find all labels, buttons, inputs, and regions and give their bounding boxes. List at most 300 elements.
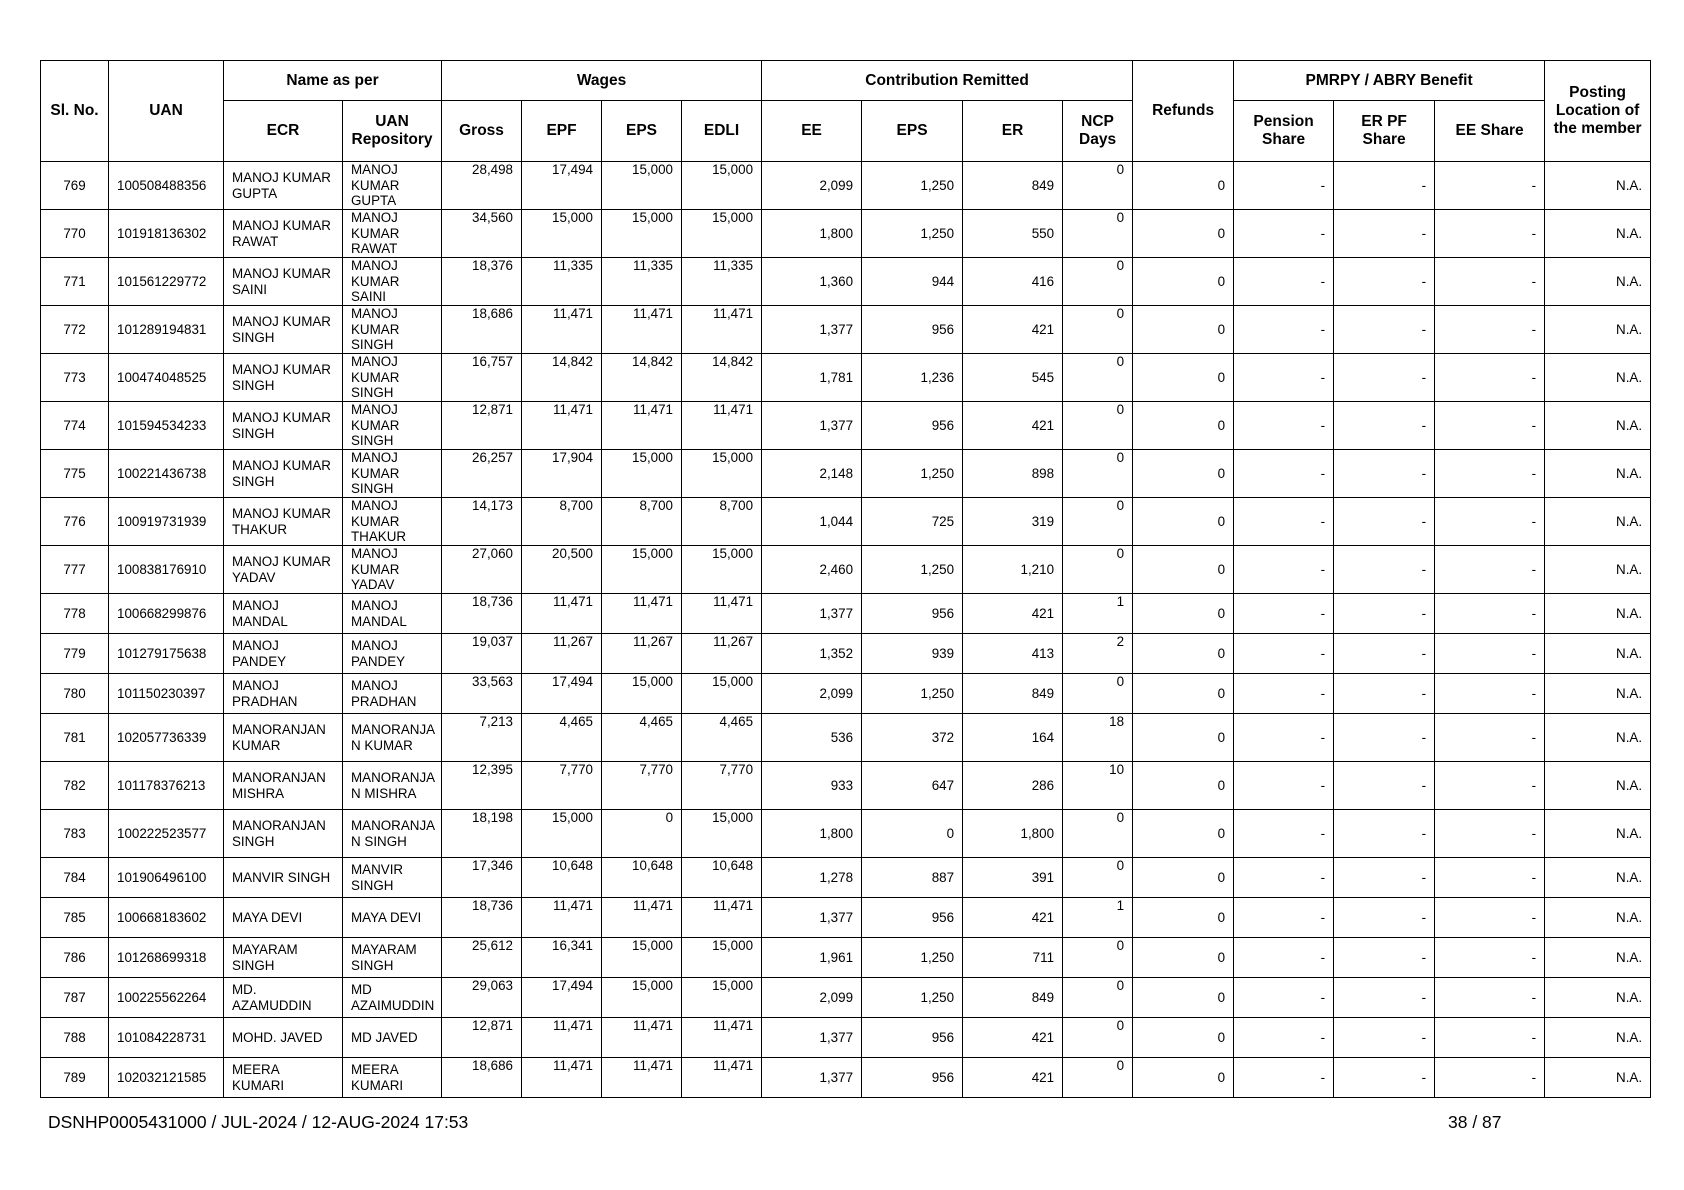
ecr-name-cell: MANORANJAN SINGH — [224, 810, 343, 858]
er-pf-share-cell: - — [1334, 450, 1435, 498]
col-header-uan: UAN — [109, 61, 224, 162]
gross-wages-cell: 25,612 — [442, 938, 522, 978]
eps-wages-cell: 15,000 — [602, 938, 682, 978]
eps-contribution-cell: 1,250 — [862, 978, 963, 1018]
col-header-refunds: Refunds — [1133, 61, 1234, 162]
col-header-er-pf-share: ER PF Share — [1334, 101, 1435, 162]
ecr-name-cell: MANORANJAN MISHRA — [224, 762, 343, 810]
uan-repository-name-cell: MANOJ KUMAR GUPTA — [343, 162, 442, 210]
sl-no-cell: 780 — [41, 674, 109, 714]
pension-share-cell: - — [1234, 858, 1334, 898]
col-header-ee-share: EE Share — [1435, 101, 1545, 162]
epf-wages-cell: 7,770 — [522, 762, 602, 810]
ee-share-cell: - — [1435, 762, 1545, 810]
eps-contribution-cell: 647 — [862, 762, 963, 810]
ee-contribution-cell: 1,781 — [762, 354, 862, 402]
uan-cell: 100225562264 — [109, 978, 224, 1018]
ee-share-cell: - — [1435, 938, 1545, 978]
eps-wages-cell: 11,471 — [602, 898, 682, 938]
col-header-eps-contribution: EPS — [862, 101, 963, 162]
ee-share-cell: - — [1435, 810, 1545, 858]
gross-wages-cell: 18,736 — [442, 594, 522, 634]
edli-wages-cell: 15,000 — [682, 450, 762, 498]
eps-contribution-cell: 956 — [862, 1058, 963, 1098]
epf-wages-cell: 11,471 — [522, 1058, 602, 1098]
edli-wages-cell: 11,471 — [682, 594, 762, 634]
epf-wages-cell: 11,471 — [522, 402, 602, 450]
uan-repository-name-cell: MAYARAM SINGH — [343, 938, 442, 978]
eps-wages-cell: 11,267 — [602, 634, 682, 674]
table-row — [41, 898, 1651, 938]
posting-location-cell: N.A. — [1545, 210, 1651, 258]
uan-cell: 102057736339 — [109, 714, 224, 762]
er-pf-share-cell: - — [1334, 674, 1435, 714]
pension-share-cell: - — [1234, 450, 1334, 498]
table-row — [41, 634, 1651, 674]
ee-contribution-cell: 1,961 — [762, 938, 862, 978]
ncp-days-cell: 0 — [1063, 354, 1133, 402]
eps-wages-cell: 11,471 — [602, 594, 682, 634]
refunds-cell: 0 — [1133, 210, 1234, 258]
ee-contribution-cell: 1,800 — [762, 210, 862, 258]
col-header-ecr: ECR — [224, 101, 343, 162]
posting-location-cell: N.A. — [1545, 762, 1651, 810]
gross-wages-cell: 18,376 — [442, 258, 522, 306]
table-row — [41, 1058, 1651, 1098]
ecr-name-cell: MANOJ PRADHAN — [224, 674, 343, 714]
ee-contribution-cell: 2,099 — [762, 674, 862, 714]
eps-wages-cell: 11,471 — [602, 306, 682, 354]
table-row — [41, 810, 1651, 858]
ee-contribution-cell: 536 — [762, 714, 862, 762]
er-pf-share-cell: - — [1334, 1018, 1435, 1058]
refunds-cell: 0 — [1133, 810, 1234, 858]
pension-share-cell: - — [1234, 162, 1334, 210]
er-contribution-cell: 1,210 — [963, 546, 1063, 594]
eps-wages-cell: 15,000 — [602, 978, 682, 1018]
uan-cell: 101084228731 — [109, 1018, 224, 1058]
eps-contribution-cell: 1,250 — [862, 210, 963, 258]
er-pf-share-cell: - — [1334, 402, 1435, 450]
epf-wages-cell: 4,465 — [522, 714, 602, 762]
posting-location-cell: N.A. — [1545, 258, 1651, 306]
ee-share-cell: - — [1435, 1058, 1545, 1098]
pension-share-cell: - — [1234, 498, 1334, 546]
ncp-days-cell: 0 — [1063, 810, 1133, 858]
sl-no-cell: 782 — [41, 762, 109, 810]
ncp-days-cell: 0 — [1063, 858, 1133, 898]
refunds-cell: 0 — [1133, 306, 1234, 354]
ncp-days-cell: 1 — [1063, 898, 1133, 938]
ncp-days-cell: 0 — [1063, 258, 1133, 306]
uan-cell: 100838176910 — [109, 546, 224, 594]
uan-repository-name-cell: MANOJ KUMAR SAINI — [343, 258, 442, 306]
epf-wages-cell: 17,494 — [522, 674, 602, 714]
epf-wages-cell: 10,648 — [522, 858, 602, 898]
eps-wages-cell: 11,471 — [602, 1058, 682, 1098]
er-contribution-cell: 711 — [963, 938, 1063, 978]
eps-contribution-cell: 1,236 — [862, 354, 963, 402]
eps-wages-cell: 15,000 — [602, 162, 682, 210]
ee-share-cell: - — [1435, 1018, 1545, 1058]
er-contribution-cell: 286 — [963, 762, 1063, 810]
ee-share-cell: - — [1435, 354, 1545, 402]
edli-wages-cell: 11,267 — [682, 634, 762, 674]
table-row — [41, 450, 1651, 498]
er-contribution-cell: 421 — [963, 1058, 1063, 1098]
epf-wages-cell: 15,000 — [522, 810, 602, 858]
col-header-posting-location: Posting Location of the member — [1545, 61, 1651, 162]
uan-cell: 100221436738 — [109, 450, 224, 498]
sl-no-cell: 770 — [41, 210, 109, 258]
page-number: 38 / 87 — [1448, 1112, 1502, 1132]
ecr-name-cell: MANOJ MANDAL — [224, 594, 343, 634]
edli-wages-cell: 8,700 — [682, 498, 762, 546]
sl-no-cell: 772 — [41, 306, 109, 354]
table-row — [41, 306, 1651, 354]
edli-wages-cell: 15,000 — [682, 210, 762, 258]
ecr-name-cell: MANOJ KUMAR THAKUR — [224, 498, 343, 546]
er-pf-share-cell: - — [1334, 762, 1435, 810]
table-row — [41, 1018, 1651, 1058]
gross-wages-cell: 12,871 — [442, 1018, 522, 1058]
uan-repository-name-cell: MANOJ KUMAR SINGH — [343, 450, 442, 498]
uan-cell: 100919731939 — [109, 498, 224, 546]
er-pf-share-cell: - — [1334, 978, 1435, 1018]
sl-no-cell: 789 — [41, 1058, 109, 1098]
edli-wages-cell: 15,000 — [682, 674, 762, 714]
eps-wages-cell: 10,648 — [602, 858, 682, 898]
sl-no-cell: 787 — [41, 978, 109, 1018]
ecr-name-cell: MANOJ KUMAR YADAV — [224, 546, 343, 594]
ee-share-cell: - — [1435, 978, 1545, 1018]
gross-wages-cell: 12,395 — [442, 762, 522, 810]
eps-wages-cell: 0 — [602, 810, 682, 858]
uan-repository-name-cell: MANORANJA N MISHRA — [343, 762, 442, 810]
epf-wages-cell: 11,267 — [522, 634, 602, 674]
refunds-cell: 0 — [1133, 498, 1234, 546]
posting-location-cell: N.A. — [1545, 450, 1651, 498]
table-row — [41, 858, 1651, 898]
sl-no-cell: 784 — [41, 858, 109, 898]
table-body — [41, 162, 1651, 1098]
uan-cell: 100508488356 — [109, 162, 224, 210]
pension-share-cell: - — [1234, 634, 1334, 674]
eps-wages-cell: 15,000 — [602, 546, 682, 594]
epf-wages-cell: 11,471 — [522, 594, 602, 634]
ee-share-cell: - — [1435, 258, 1545, 306]
col-header-uan-repository: UAN Repository — [343, 101, 442, 162]
eps-wages-cell: 4,465 — [602, 714, 682, 762]
table-row — [41, 938, 1651, 978]
gross-wages-cell: 12,871 — [442, 402, 522, 450]
er-contribution-cell: 416 — [963, 258, 1063, 306]
pension-share-cell: - — [1234, 210, 1334, 258]
col-header-ncp-days: NCP Days — [1063, 101, 1133, 162]
uan-cell: 100474048525 — [109, 354, 224, 402]
er-contribution-cell: 849 — [963, 674, 1063, 714]
posting-location-cell: N.A. — [1545, 1058, 1651, 1098]
eps-contribution-cell: 1,250 — [862, 938, 963, 978]
refunds-cell: 0 — [1133, 450, 1234, 498]
gross-wages-cell: 7,213 — [442, 714, 522, 762]
refunds-cell: 0 — [1133, 1018, 1234, 1058]
ecr-name-cell: MANOJ KUMAR SINGH — [224, 354, 343, 402]
group-header-wages: Wages — [442, 61, 762, 101]
ecr-name-cell: MOHD. JAVED — [224, 1018, 343, 1058]
pension-share-cell: - — [1234, 978, 1334, 1018]
sl-no-cell: 778 — [41, 594, 109, 634]
ee-share-cell: - — [1435, 546, 1545, 594]
uan-repository-name-cell: MANORANJA N SINGH — [343, 810, 442, 858]
gross-wages-cell: 33,563 — [442, 674, 522, 714]
sl-no-cell: 786 — [41, 938, 109, 978]
uan-cell: 101594534233 — [109, 402, 224, 450]
ecr-name-cell: MD. AZAMUDDIN — [224, 978, 343, 1018]
epf-wages-cell: 15,000 — [522, 210, 602, 258]
sl-no-cell: 774 — [41, 402, 109, 450]
er-contribution-cell: 319 — [963, 498, 1063, 546]
uan-repository-name-cell: MANORANJA N KUMAR — [343, 714, 442, 762]
group-header-pmrpy-abry: PMRPY / ABRY Benefit — [1234, 61, 1545, 101]
edli-wages-cell: 15,000 — [682, 938, 762, 978]
ncp-days-cell: 1 — [1063, 594, 1133, 634]
epf-wages-cell: 14,842 — [522, 354, 602, 402]
pension-share-cell: - — [1234, 762, 1334, 810]
ecr-name-cell: MEERA KUMARI — [224, 1058, 343, 1098]
ee-contribution-cell: 1,800 — [762, 810, 862, 858]
edli-wages-cell: 11,471 — [682, 1018, 762, 1058]
pension-share-cell: - — [1234, 1058, 1334, 1098]
pension-share-cell: - — [1234, 938, 1334, 978]
sl-no-cell: 788 — [41, 1018, 109, 1058]
sl-no-cell: 773 — [41, 354, 109, 402]
refunds-cell: 0 — [1133, 898, 1234, 938]
col-header-edli: EDLI — [682, 101, 762, 162]
ecr-name-cell: MANORANJAN KUMAR — [224, 714, 343, 762]
eps-contribution-cell: 1,250 — [862, 546, 963, 594]
table-header — [41, 61, 1651, 162]
refunds-cell: 0 — [1133, 938, 1234, 978]
eps-contribution-cell: 372 — [862, 714, 963, 762]
epf-wages-cell: 8,700 — [522, 498, 602, 546]
er-contribution-cell: 391 — [963, 858, 1063, 898]
sl-no-cell: 783 — [41, 810, 109, 858]
ee-share-cell: - — [1435, 714, 1545, 762]
uan-cell: 101150230397 — [109, 674, 224, 714]
ee-contribution-cell: 1,278 — [762, 858, 862, 898]
gross-wages-cell: 16,757 — [442, 354, 522, 402]
gross-wages-cell: 34,560 — [442, 210, 522, 258]
col-header-ee: EE — [762, 101, 862, 162]
eps-contribution-cell: 725 — [862, 498, 963, 546]
er-pf-share-cell: - — [1334, 258, 1435, 306]
er-pf-share-cell: - — [1334, 210, 1435, 258]
epf-wages-cell: 17,494 — [522, 978, 602, 1018]
document-reference: DSNHP0005431000 / JUL-2024 / 12-AUG-2024 17:53 — [48, 1112, 469, 1132]
uan-cell: 101279175638 — [109, 634, 224, 674]
refunds-cell: 0 — [1133, 546, 1234, 594]
refunds-cell: 0 — [1133, 354, 1234, 402]
table-row — [41, 402, 1651, 450]
ecr-name-cell: MAYARAM SINGH — [224, 938, 343, 978]
ee-contribution-cell: 1,377 — [762, 898, 862, 938]
gross-wages-cell: 29,063 — [442, 978, 522, 1018]
posting-location-cell: N.A. — [1545, 354, 1651, 402]
eps-wages-cell: 11,471 — [602, 1018, 682, 1058]
uan-repository-name-cell: MANOJ PRADHAN — [343, 674, 442, 714]
refunds-cell: 0 — [1133, 1058, 1234, 1098]
table-row — [41, 762, 1651, 810]
er-pf-share-cell: - — [1334, 498, 1435, 546]
er-contribution-cell: 550 — [963, 210, 1063, 258]
edli-wages-cell: 15,000 — [682, 546, 762, 594]
ee-contribution-cell: 1,377 — [762, 594, 862, 634]
eps-contribution-cell: 1,250 — [862, 674, 963, 714]
eps-wages-cell: 11,335 — [602, 258, 682, 306]
edli-wages-cell: 15,000 — [682, 978, 762, 1018]
posting-location-cell: N.A. — [1545, 858, 1651, 898]
gross-wages-cell: 19,037 — [442, 634, 522, 674]
eps-contribution-cell: 1,250 — [862, 162, 963, 210]
ee-contribution-cell: 1,377 — [762, 402, 862, 450]
edli-wages-cell: 11,471 — [682, 898, 762, 938]
ee-contribution-cell: 1,377 — [762, 306, 862, 354]
posting-location-cell: N.A. — [1545, 714, 1651, 762]
epf-wages-cell: 17,904 — [522, 450, 602, 498]
posting-location-cell: N.A. — [1545, 498, 1651, 546]
uan-cell: 101906496100 — [109, 858, 224, 898]
ecr-name-cell: MANOJ KUMAR GUPTA — [224, 162, 343, 210]
refunds-cell: 0 — [1133, 634, 1234, 674]
table-row — [41, 978, 1651, 1018]
er-pf-share-cell: - — [1334, 1058, 1435, 1098]
epf-wages-cell: 20,500 — [522, 546, 602, 594]
uan-cell: 101268699318 — [109, 938, 224, 978]
ncp-days-cell: 0 — [1063, 674, 1133, 714]
posting-location-cell: N.A. — [1545, 978, 1651, 1018]
eps-contribution-cell: 944 — [862, 258, 963, 306]
gross-wages-cell: 18,686 — [442, 1058, 522, 1098]
edli-wages-cell: 11,471 — [682, 1058, 762, 1098]
edli-wages-cell: 14,842 — [682, 354, 762, 402]
ecr-name-cell: MANOJ KUMAR SINGH — [224, 402, 343, 450]
ncp-days-cell: 0 — [1063, 1018, 1133, 1058]
er-pf-share-cell: - — [1334, 810, 1435, 858]
er-pf-share-cell: - — [1334, 306, 1435, 354]
uan-repository-name-cell: MAYA DEVI — [343, 898, 442, 938]
uan-cell: 100668299876 — [109, 594, 224, 634]
uan-cell: 101289194831 — [109, 306, 224, 354]
er-contribution-cell: 1,800 — [963, 810, 1063, 858]
ee-share-cell: - — [1435, 402, 1545, 450]
eps-contribution-cell: 939 — [862, 634, 963, 674]
pension-share-cell: - — [1234, 898, 1334, 938]
sl-no-cell: 779 — [41, 634, 109, 674]
ee-share-cell: - — [1435, 306, 1545, 354]
sl-no-cell: 781 — [41, 714, 109, 762]
sl-no-cell: 777 — [41, 546, 109, 594]
uan-repository-name-cell: MANOJ KUMAR RAWAT — [343, 210, 442, 258]
ncp-days-cell: 0 — [1063, 938, 1133, 978]
ecr-name-cell: MANVIR SINGH — [224, 858, 343, 898]
eps-wages-cell: 15,000 — [602, 210, 682, 258]
table-row — [41, 210, 1651, 258]
gross-wages-cell: 18,686 — [442, 306, 522, 354]
er-pf-share-cell: - — [1334, 634, 1435, 674]
ee-share-cell: - — [1435, 634, 1545, 674]
ecr-member-contribution-table — [40, 60, 1651, 1098]
posting-location-cell: N.A. — [1545, 162, 1651, 210]
er-pf-share-cell: - — [1334, 594, 1435, 634]
eps-wages-cell: 15,000 — [602, 450, 682, 498]
posting-location-cell: N.A. — [1545, 674, 1651, 714]
er-contribution-cell: 413 — [963, 634, 1063, 674]
pension-share-cell: - — [1234, 714, 1334, 762]
edli-wages-cell: 15,000 — [682, 162, 762, 210]
refunds-cell: 0 — [1133, 258, 1234, 306]
ncp-days-cell: 10 — [1063, 762, 1133, 810]
col-header-gross: Gross — [442, 101, 522, 162]
uan-cell: 102032121585 — [109, 1058, 224, 1098]
uan-cell: 101918136302 — [109, 210, 224, 258]
uan-repository-name-cell: MANOJ PANDEY — [343, 634, 442, 674]
uan-repository-name-cell: MANOJ MANDAL — [343, 594, 442, 634]
refunds-cell: 0 — [1133, 162, 1234, 210]
epf-wages-cell: 11,471 — [522, 898, 602, 938]
posting-location-cell: N.A. — [1545, 1018, 1651, 1058]
table-row — [41, 354, 1651, 402]
edli-wages-cell: 11,335 — [682, 258, 762, 306]
gross-wages-cell: 17,346 — [442, 858, 522, 898]
table-row — [41, 258, 1651, 306]
er-pf-share-cell: - — [1334, 162, 1435, 210]
ncp-days-cell: 0 — [1063, 450, 1133, 498]
ecr-name-cell: MANOJ KUMAR SAINI — [224, 258, 343, 306]
edli-wages-cell: 15,000 — [682, 810, 762, 858]
ecr-name-cell: MAYA DEVI — [224, 898, 343, 938]
ee-contribution-cell: 933 — [762, 762, 862, 810]
posting-location-cell: N.A. — [1545, 634, 1651, 674]
ncp-days-cell: 0 — [1063, 1058, 1133, 1098]
table-row — [41, 594, 1651, 634]
col-header-pension-share: Pension Share — [1234, 101, 1334, 162]
pension-share-cell: - — [1234, 594, 1334, 634]
uan-cell: 101561229772 — [109, 258, 224, 306]
ee-share-cell: - — [1435, 674, 1545, 714]
edli-wages-cell: 4,465 — [682, 714, 762, 762]
pension-share-cell: - — [1234, 402, 1334, 450]
gross-wages-cell: 26,257 — [442, 450, 522, 498]
col-header-er: ER — [963, 101, 1063, 162]
col-header-sl-no: Sl. No. — [41, 61, 109, 162]
table-row — [41, 546, 1651, 594]
pension-share-cell: - — [1234, 354, 1334, 402]
header-row-sub — [41, 101, 1651, 162]
er-contribution-cell: 545 — [963, 354, 1063, 402]
refunds-cell: 0 — [1133, 402, 1234, 450]
ee-contribution-cell: 1,377 — [762, 1058, 862, 1098]
uan-repository-name-cell: MANOJ KUMAR THAKUR — [343, 498, 442, 546]
group-header-contribution-remitted: Contribution Remitted — [762, 61, 1133, 101]
ee-contribution-cell: 2,148 — [762, 450, 862, 498]
sl-no-cell: 775 — [41, 450, 109, 498]
er-pf-share-cell: - — [1334, 898, 1435, 938]
eps-wages-cell: 7,770 — [602, 762, 682, 810]
ee-share-cell: - — [1435, 162, 1545, 210]
pension-share-cell: - — [1234, 306, 1334, 354]
uan-cell: 100668183602 — [109, 898, 224, 938]
